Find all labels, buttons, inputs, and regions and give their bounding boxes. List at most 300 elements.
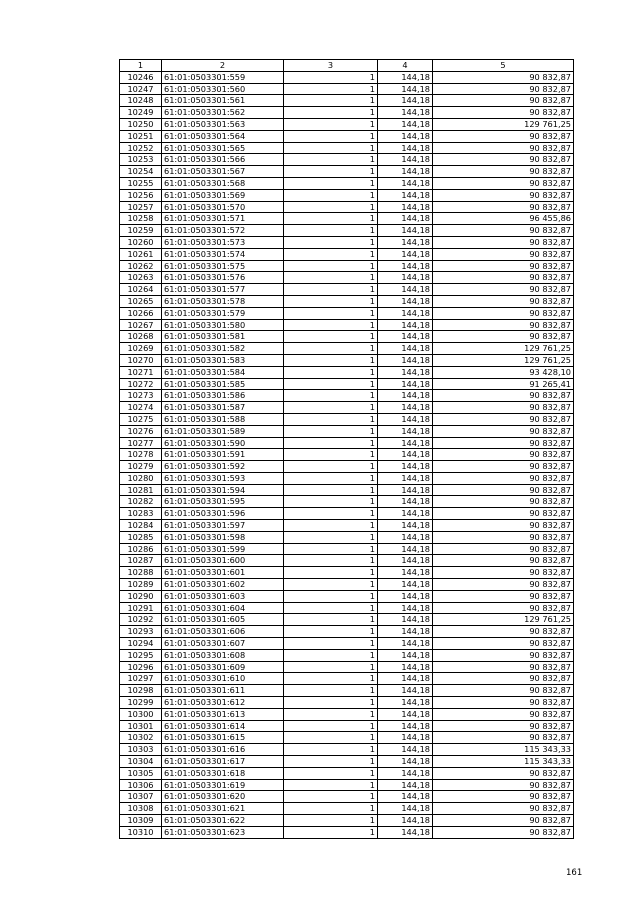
- value-cell: 90 832,87: [433, 437, 574, 449]
- row-number: 10271: [120, 366, 162, 378]
- quantity-cell: 1: [284, 177, 378, 189]
- quantity-cell: 1: [284, 343, 378, 355]
- table-row: [120, 779, 574, 791]
- area-cell: 144,18: [378, 673, 433, 685]
- table-row: [120, 354, 574, 366]
- page-number: 161: [566, 868, 583, 878]
- value-cell: 90 832,87: [433, 590, 574, 602]
- row-number: 10302: [120, 732, 162, 744]
- value-cell: 90 832,87: [433, 815, 574, 827]
- table-row: [120, 579, 574, 591]
- cadastral-number: 61:01:0503301:597: [162, 520, 284, 532]
- row-number: 10296: [120, 661, 162, 673]
- cadastral-number: 61:01:0503301:620: [162, 791, 284, 803]
- area-cell: 144,18: [378, 720, 433, 732]
- cadastral-number: 61:01:0503301:613: [162, 708, 284, 720]
- quantity-cell: 1: [284, 661, 378, 673]
- cadastral-number: 61:01:0503301:577: [162, 284, 284, 296]
- cadastral-number: 61:01:0503301:574: [162, 248, 284, 260]
- table-row: [120, 107, 574, 119]
- quantity-cell: 1: [284, 803, 378, 815]
- table-row: [120, 449, 574, 461]
- cadastral-number: 61:01:0503301:598: [162, 531, 284, 543]
- area-cell: 144,18: [378, 779, 433, 791]
- cadastral-number: 61:01:0503301:585: [162, 378, 284, 390]
- row-number: 10285: [120, 531, 162, 543]
- quantity-cell: 1: [284, 649, 378, 661]
- table-row: [120, 118, 574, 130]
- value-cell: 90 832,87: [433, 649, 574, 661]
- row-number: 10268: [120, 331, 162, 343]
- row-number: 10309: [120, 815, 162, 827]
- header-col-4: 4: [378, 60, 433, 72]
- area-cell: 144,18: [378, 295, 433, 307]
- row-number: 10275: [120, 413, 162, 425]
- row-number: 10283: [120, 508, 162, 520]
- row-number: 10265: [120, 295, 162, 307]
- area-cell: 144,18: [378, 272, 433, 284]
- cadastral-number: 61:01:0503301:568: [162, 177, 284, 189]
- table-row: [120, 803, 574, 815]
- area-cell: 144,18: [378, 508, 433, 520]
- table-row: [120, 815, 574, 827]
- row-number: 10281: [120, 484, 162, 496]
- row-number: 10307: [120, 791, 162, 803]
- value-cell: 90 832,87: [433, 661, 574, 673]
- area-cell: 144,18: [378, 826, 433, 838]
- quantity-cell: 1: [284, 319, 378, 331]
- header-col-2: 2: [162, 60, 284, 72]
- row-number: 10276: [120, 425, 162, 437]
- cadastral-number: 61:01:0503301:609: [162, 661, 284, 673]
- cadastral-number: 61:01:0503301:580: [162, 319, 284, 331]
- cadastral-number: 61:01:0503301:617: [162, 756, 284, 768]
- area-cell: 144,18: [378, 744, 433, 756]
- value-cell: 90 832,87: [433, 260, 574, 272]
- row-number: 10300: [120, 708, 162, 720]
- table-row: [120, 461, 574, 473]
- cadastral-number: 61:01:0503301:579: [162, 307, 284, 319]
- quantity-cell: 1: [284, 83, 378, 95]
- value-cell: 90 832,87: [433, 307, 574, 319]
- row-number: 10260: [120, 236, 162, 248]
- row-number: 10272: [120, 378, 162, 390]
- value-cell: 90 832,87: [433, 602, 574, 614]
- cadastral-number: 61:01:0503301:603: [162, 590, 284, 602]
- table-row: [120, 472, 574, 484]
- quantity-cell: 1: [284, 248, 378, 260]
- table-row: [120, 425, 574, 437]
- value-cell: 90 832,87: [433, 319, 574, 331]
- value-cell: 90 832,87: [433, 779, 574, 791]
- row-number: 10252: [120, 142, 162, 154]
- cadastral-number: 61:01:0503301:559: [162, 71, 284, 83]
- value-cell: 90 832,87: [433, 579, 574, 591]
- table-row: [120, 567, 574, 579]
- row-number: 10291: [120, 602, 162, 614]
- table-row: [120, 520, 574, 532]
- quantity-cell: 1: [284, 826, 378, 838]
- quantity-cell: 1: [284, 732, 378, 744]
- area-cell: 144,18: [378, 803, 433, 815]
- table-row: [120, 638, 574, 650]
- value-cell: 90 832,87: [433, 791, 574, 803]
- table-row: [120, 508, 574, 520]
- row-number: 10293: [120, 626, 162, 638]
- table-row: [120, 826, 574, 838]
- quantity-cell: 1: [284, 213, 378, 225]
- row-number: 10295: [120, 649, 162, 661]
- row-number: 10310: [120, 826, 162, 838]
- cadastral-number: 61:01:0503301:586: [162, 390, 284, 402]
- area-cell: 144,18: [378, 236, 433, 248]
- table-row: [120, 95, 574, 107]
- area-cell: 144,18: [378, 590, 433, 602]
- quantity-cell: 1: [284, 638, 378, 650]
- area-cell: 144,18: [378, 201, 433, 213]
- value-cell: 90 832,87: [433, 685, 574, 697]
- area-cell: 144,18: [378, 319, 433, 331]
- value-cell: 90 832,87: [433, 425, 574, 437]
- table-row: [120, 248, 574, 260]
- area-cell: 144,18: [378, 177, 433, 189]
- area-cell: 144,18: [378, 425, 433, 437]
- value-cell: 90 832,87: [433, 295, 574, 307]
- cadastral-number: 61:01:0503301:561: [162, 95, 284, 107]
- value-cell: 90 832,87: [433, 95, 574, 107]
- cadastral-number: 61:01:0503301:567: [162, 166, 284, 178]
- quantity-cell: 1: [284, 118, 378, 130]
- value-cell: 90 832,87: [433, 555, 574, 567]
- area-cell: 144,18: [378, 107, 433, 119]
- value-cell: 90 832,87: [433, 236, 574, 248]
- area-cell: 144,18: [378, 213, 433, 225]
- area-cell: 144,18: [378, 602, 433, 614]
- table-row: [120, 225, 574, 237]
- value-cell: 90 832,87: [433, 154, 574, 166]
- table-row: [120, 83, 574, 95]
- value-cell: 90 832,87: [433, 71, 574, 83]
- row-number: 10266: [120, 307, 162, 319]
- row-number: 10306: [120, 779, 162, 791]
- quantity-cell: 1: [284, 555, 378, 567]
- value-cell: 90 832,87: [433, 826, 574, 838]
- quantity-cell: 1: [284, 496, 378, 508]
- quantity-cell: 1: [284, 697, 378, 709]
- quantity-cell: 1: [284, 295, 378, 307]
- quantity-cell: 1: [284, 107, 378, 119]
- row-number: 10297: [120, 673, 162, 685]
- table-row: [120, 390, 574, 402]
- cadastral-number: 61:01:0503301:623: [162, 826, 284, 838]
- cadastral-number: 61:01:0503301:591: [162, 449, 284, 461]
- row-number: 10256: [120, 189, 162, 201]
- table-row: [120, 307, 574, 319]
- cadastral-number: 61:01:0503301:590: [162, 437, 284, 449]
- quantity-cell: 1: [284, 130, 378, 142]
- cadastral-number: 61:01:0503301:604: [162, 602, 284, 614]
- value-cell: 90 832,87: [433, 142, 574, 154]
- area-cell: 144,18: [378, 496, 433, 508]
- table-row: [120, 154, 574, 166]
- quantity-cell: 1: [284, 484, 378, 496]
- area-cell: 144,18: [378, 626, 433, 638]
- table-row: [120, 71, 574, 83]
- value-cell: 115 343,33: [433, 744, 574, 756]
- area-cell: 144,18: [378, 354, 433, 366]
- table-row: [120, 366, 574, 378]
- quantity-cell: 1: [284, 425, 378, 437]
- area-cell: 144,18: [378, 685, 433, 697]
- value-cell: 90 832,87: [433, 472, 574, 484]
- table-row: [120, 260, 574, 272]
- value-cell: 90 832,87: [433, 390, 574, 402]
- row-number: 10286: [120, 543, 162, 555]
- quantity-cell: 1: [284, 579, 378, 591]
- area-cell: 144,18: [378, 225, 433, 237]
- value-cell: 90 832,87: [433, 803, 574, 815]
- value-cell: 93 428,10: [433, 366, 574, 378]
- cadastral-number: 61:01:0503301:583: [162, 354, 284, 366]
- table-row: [120, 402, 574, 414]
- table-row: [120, 343, 574, 355]
- row-number: 10251: [120, 130, 162, 142]
- table-row: [120, 236, 574, 248]
- cadastral-number: 61:01:0503301:564: [162, 130, 284, 142]
- value-cell: 90 832,87: [433, 520, 574, 532]
- area-cell: 144,18: [378, 555, 433, 567]
- area-cell: 144,18: [378, 449, 433, 461]
- cadastral-number: 61:01:0503301:605: [162, 614, 284, 626]
- value-cell: 90 832,87: [433, 508, 574, 520]
- area-cell: 144,18: [378, 732, 433, 744]
- value-cell: 90 832,87: [433, 130, 574, 142]
- quantity-cell: 1: [284, 567, 378, 579]
- value-cell: 90 832,87: [433, 732, 574, 744]
- cadastral-number: 61:01:0503301:571: [162, 213, 284, 225]
- quantity-cell: 1: [284, 791, 378, 803]
- area-cell: 144,18: [378, 189, 433, 201]
- row-number: 10273: [120, 390, 162, 402]
- cadastral-number: 61:01:0503301:592: [162, 461, 284, 473]
- row-number: 10253: [120, 154, 162, 166]
- quantity-cell: 1: [284, 602, 378, 614]
- area-cell: 144,18: [378, 248, 433, 260]
- table-row: [120, 720, 574, 732]
- row-number: 10299: [120, 697, 162, 709]
- value-cell: 90 832,87: [433, 543, 574, 555]
- row-number: 10287: [120, 555, 162, 567]
- value-cell: 90 832,87: [433, 697, 574, 709]
- quantity-cell: 1: [284, 543, 378, 555]
- table-row: [120, 531, 574, 543]
- cadastral-number: 61:01:0503301:619: [162, 779, 284, 791]
- quantity-cell: 1: [284, 767, 378, 779]
- cadastral-number: 61:01:0503301:622: [162, 815, 284, 827]
- quantity-cell: 1: [284, 366, 378, 378]
- value-cell: 129 761,25: [433, 118, 574, 130]
- row-number: 10249: [120, 107, 162, 119]
- row-number: 10279: [120, 461, 162, 473]
- value-cell: 90 832,87: [433, 177, 574, 189]
- quantity-cell: 1: [284, 720, 378, 732]
- cadastral-number: 61:01:0503301:599: [162, 543, 284, 555]
- table-body: [120, 71, 574, 838]
- value-cell: 90 832,87: [433, 461, 574, 473]
- row-number: 10298: [120, 685, 162, 697]
- cadastral-number: 61:01:0503301:616: [162, 744, 284, 756]
- quantity-cell: 1: [284, 95, 378, 107]
- area-cell: 144,18: [378, 567, 433, 579]
- row-number: 10305: [120, 767, 162, 779]
- cadastral-number: 61:01:0503301:584: [162, 366, 284, 378]
- cadastral-number: 61:01:0503301:572: [162, 225, 284, 237]
- cadastral-number: 61:01:0503301:563: [162, 118, 284, 130]
- area-cell: 144,18: [378, 531, 433, 543]
- cadastral-number: 61:01:0503301:602: [162, 579, 284, 591]
- value-cell: 90 832,87: [433, 272, 574, 284]
- cadastral-number: 61:01:0503301:560: [162, 83, 284, 95]
- area-cell: 144,18: [378, 378, 433, 390]
- cadastral-number: 61:01:0503301:578: [162, 295, 284, 307]
- quantity-cell: 1: [284, 201, 378, 213]
- quantity-cell: 1: [284, 779, 378, 791]
- row-number: 10261: [120, 248, 162, 260]
- cadastral-number: 61:01:0503301:601: [162, 567, 284, 579]
- value-cell: 90 832,87: [433, 449, 574, 461]
- row-number: 10284: [120, 520, 162, 532]
- value-cell: 90 832,87: [433, 225, 574, 237]
- table-row: [120, 543, 574, 555]
- cadastral-number: 61:01:0503301:594: [162, 484, 284, 496]
- quantity-cell: 1: [284, 708, 378, 720]
- quantity-cell: 1: [284, 225, 378, 237]
- quantity-cell: 1: [284, 472, 378, 484]
- quantity-cell: 1: [284, 614, 378, 626]
- row-number: 10262: [120, 260, 162, 272]
- table-row: [120, 130, 574, 142]
- row-number: 10250: [120, 118, 162, 130]
- area-cell: 144,18: [378, 284, 433, 296]
- cadastral-number: 61:01:0503301:606: [162, 626, 284, 638]
- quantity-cell: 1: [284, 756, 378, 768]
- value-cell: 90 832,87: [433, 626, 574, 638]
- cadastral-number: 61:01:0503301:587: [162, 402, 284, 414]
- area-cell: 144,18: [378, 815, 433, 827]
- value-cell: 90 832,87: [433, 284, 574, 296]
- quantity-cell: 1: [284, 236, 378, 248]
- row-number: 10263: [120, 272, 162, 284]
- row-number: 10264: [120, 284, 162, 296]
- data-table: [119, 59, 574, 839]
- quantity-cell: 1: [284, 626, 378, 638]
- cadastral-number: 61:01:0503301:615: [162, 732, 284, 744]
- quantity-cell: 1: [284, 815, 378, 827]
- cadastral-number: 61:01:0503301:566: [162, 154, 284, 166]
- header-row: [120, 60, 574, 72]
- area-cell: 144,18: [378, 638, 433, 650]
- row-number: 10294: [120, 638, 162, 650]
- table-row: [120, 602, 574, 614]
- cadastral-number: 61:01:0503301:607: [162, 638, 284, 650]
- table-row: [120, 708, 574, 720]
- area-cell: 144,18: [378, 71, 433, 83]
- area-cell: 144,18: [378, 472, 433, 484]
- value-cell: 90 832,87: [433, 248, 574, 260]
- quantity-cell: 1: [284, 142, 378, 154]
- value-cell: 90 832,87: [433, 402, 574, 414]
- value-cell: 90 832,87: [433, 189, 574, 201]
- value-cell: 90 832,87: [433, 331, 574, 343]
- row-number: 10257: [120, 201, 162, 213]
- area-cell: 144,18: [378, 95, 433, 107]
- row-number: 10288: [120, 567, 162, 579]
- quantity-cell: 1: [284, 685, 378, 697]
- quantity-cell: 1: [284, 402, 378, 414]
- table-row: [120, 413, 574, 425]
- table-row: [120, 767, 574, 779]
- row-number: 10248: [120, 95, 162, 107]
- table-row: [120, 673, 574, 685]
- table-row: [120, 744, 574, 756]
- quantity-cell: 1: [284, 378, 378, 390]
- table-row: [120, 319, 574, 331]
- value-cell: 90 832,87: [433, 720, 574, 732]
- table-row: [120, 331, 574, 343]
- cadastral-number: 61:01:0503301:576: [162, 272, 284, 284]
- area-cell: 144,18: [378, 307, 433, 319]
- quantity-cell: 1: [284, 437, 378, 449]
- value-cell: 90 832,87: [433, 496, 574, 508]
- cadastral-number: 61:01:0503301:600: [162, 555, 284, 567]
- cadastral-number: 61:01:0503301:621: [162, 803, 284, 815]
- row-number: 10289: [120, 579, 162, 591]
- table-row: [120, 661, 574, 673]
- table-row: [120, 284, 574, 296]
- value-cell: 90 832,87: [433, 638, 574, 650]
- table-row: [120, 590, 574, 602]
- cadastral-number: 61:01:0503301:608: [162, 649, 284, 661]
- row-number: 10247: [120, 83, 162, 95]
- table-row: [120, 614, 574, 626]
- row-number: 10246: [120, 71, 162, 83]
- quantity-cell: 1: [284, 413, 378, 425]
- cadastral-number: 61:01:0503301:618: [162, 767, 284, 779]
- row-number: 10292: [120, 614, 162, 626]
- area-cell: 144,18: [378, 83, 433, 95]
- table-row: [120, 649, 574, 661]
- table-row: [120, 177, 574, 189]
- table-row: [120, 484, 574, 496]
- quantity-cell: 1: [284, 260, 378, 272]
- area-cell: 144,18: [378, 579, 433, 591]
- table-row: [120, 791, 574, 803]
- quantity-cell: 1: [284, 508, 378, 520]
- area-cell: 144,18: [378, 331, 433, 343]
- row-number: 10308: [120, 803, 162, 815]
- area-cell: 144,18: [378, 649, 433, 661]
- table-row: [120, 626, 574, 638]
- cadastral-number: 61:01:0503301:582: [162, 343, 284, 355]
- cadastral-number: 61:01:0503301:596: [162, 508, 284, 520]
- value-cell: 91 265,41: [433, 378, 574, 390]
- area-cell: 144,18: [378, 767, 433, 779]
- row-number: 10254: [120, 166, 162, 178]
- cadastral-number: 61:01:0503301:610: [162, 673, 284, 685]
- area-cell: 144,18: [378, 614, 433, 626]
- value-cell: 90 832,87: [433, 484, 574, 496]
- row-number: 10255: [120, 177, 162, 189]
